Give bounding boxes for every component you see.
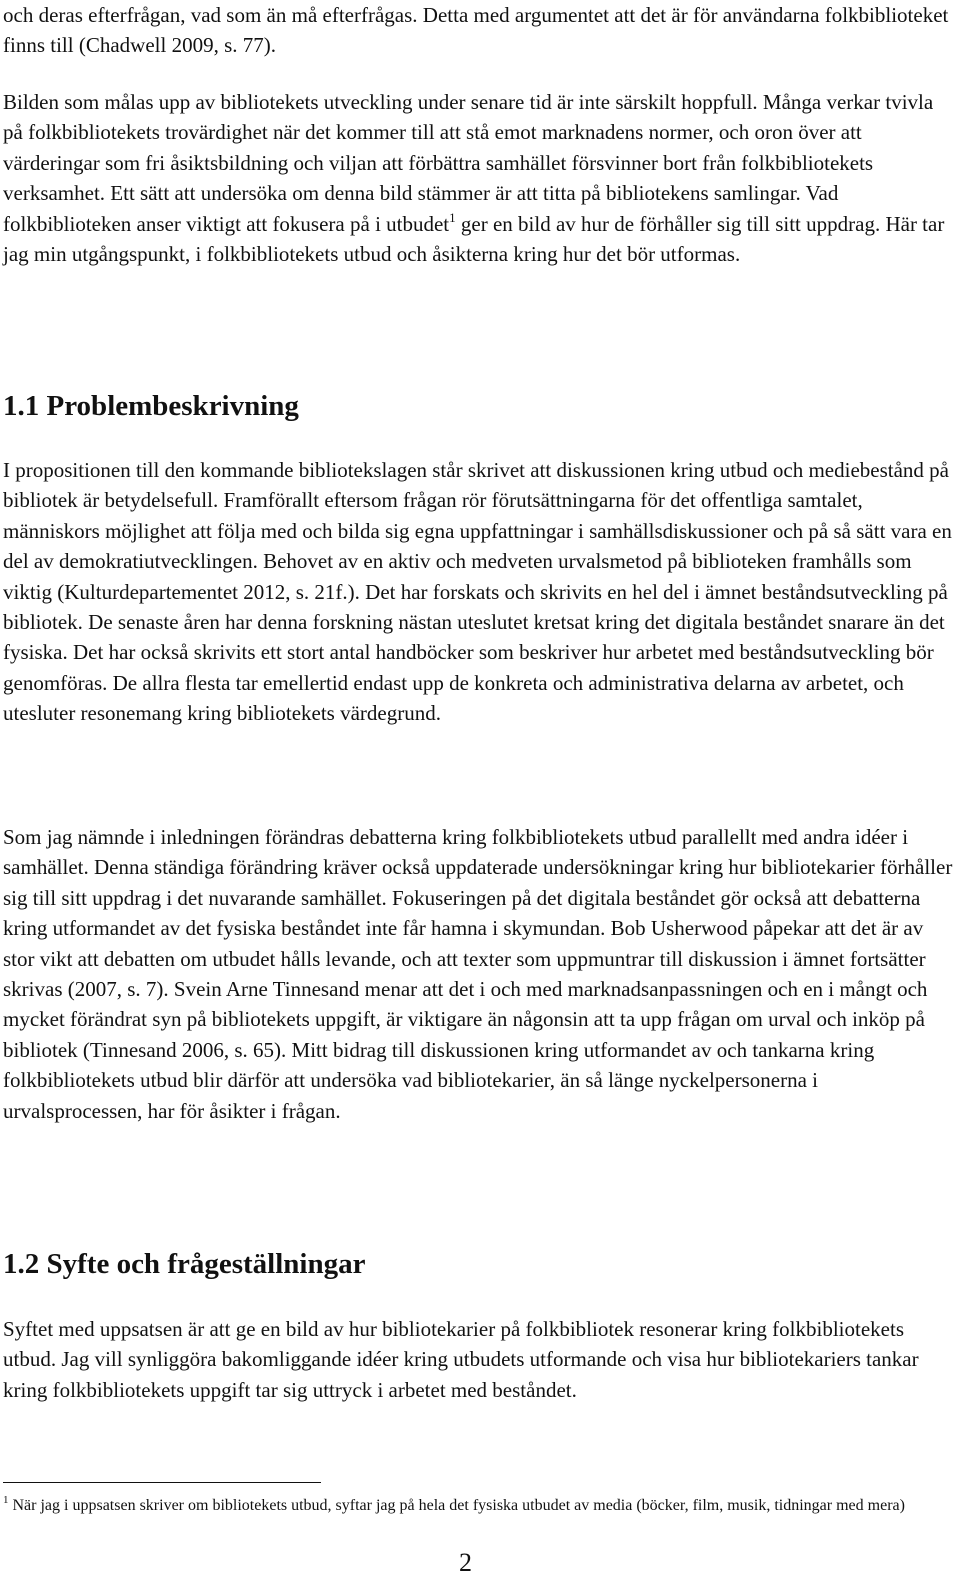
footnote: [3, 1494, 943, 1517]
paragraph-text: Bilden som målas upp av bibliotekets utveckling under senare tid är inte särskilt hoppfull. Många verkar tvivla på folkbibliotekets trovärdighet när det kommer till att stå emot marknadens normer, och oron över att värderingar som fri åsiktsbildning och viljan att förbättra samhället försvinner bort från folkbibliotekets verksamhet. Ett sätt att undersöka om denna bild stämmer är att titta på bibliotekens samlingar. Vad folkbiblioteken anser viktigt att fokusera på i utbudet: [3, 90, 934, 236]
footnote-reference: 1: [449, 209, 456, 225]
paragraph-problem-description: I propositionen till den kommande bibliotekslagen står skrivet att diskussionen kring utbud och mediebestånd på bibliotek är betydelsefull. Framförallt eftersom frågan rör förutsättningarna för det offentliga samtalet, människors möjlighet att följa med och bilda sig egna uppfattningar i samhällsdiskussioner och på så sätt vara en del av demokratiutvecklingen. Behovet av en aktiv och medveten urvalsmetod på biblioteken framhålls som viktig (Kulturdepartementet 2012, s. 21f.). Det har forskats och skrivits en hel del i ämnet beståndsutveckling på bibliotek. De senaste åren har denna forskning nästan uteslutet kretsat kring det digitala beståndet snarare än det fysiska. Det har också skrivits ett stort antal handböcker som beskriver hur arbetet med beståndsutveckling bör genomföras. De allra flesta tar emellertid endast upp de konkreta och administrativa delarna av arbetet, och utesluter resonemang kring bibliotekets värdegrund.: [3, 458, 952, 726]
paragraph-purpose: Syftet med uppsatsen är att ge en bild av hur bibliotekarier på folkbibliotek resonerar kring folkbibliotekets utbud. Jag vill synliggöra bakomliggande idéer kring utbudets utformande och visa hur bibliotekariers tankar kring folkbibliotekets uppgift tar sig uttryck i arbetet med beståndet.: [3, 1317, 919, 1402]
footnote-mark: 1: [3, 1494, 9, 1506]
section-heading-purpose: 1.2 Syfte och frågeställningar: [3, 1248, 366, 1280]
paragraph-intro-continuation: och deras efterfrågan, vad som än må efterfrågas. Detta med argumentet att det är för användarna folkbiblioteket finns till (Chadwell 2009, s. 77).: [3, 3, 949, 58]
page-number: 2: [459, 1548, 472, 1577]
paragraph-text: ger en bild av hur de förhåller sig till sitt uppdrag. Här tar jag min utgångspunkt, i folkbibliotekets utbud och åsikterna kring hur det bör utformas.: [3, 211, 945, 267]
paragraph-library-development: [3, 87, 953, 269]
paragraph-debate: Som jag nämnde i inledningen förändras debatterna kring folkbibliotekets utbud parallellt med andra idéer i samhället. Denna ständiga förändring kräver också uppdaterade undersökningar kring hur bibliotekarier förhåller sig till sitt uppdrag i det nuvarande samhället. Fokuseringen på det digitala beståndet gör också att debatterna kring utformandet av det fysiska beståndet inte får hamna i skymundan. Bob Usherwood påpekar att det är av stor vikt att debatten om utbudet hålls levande, och att texter som uppmuntrar till diskussion i ämnet fortsätter skrivas (2007, s. 7). Svein Arne Tinnesand menar att det i och med marknadsanpassningen och en i mångt och mycket förändrat syn på bibliotekets uppgift, är viktigare än någonsin att ta upp frågan om urval och inköp på bibliotek (Tinnesand 2006, s. 65). Mitt bidrag till diskussionen kring utformandet av och tankarna kring folkbibliotekets utbud blir därför att undersöka vad bibliotekarier, än så länge nyckelpersonerna i urvalsprocessen, har för åsikter i frågan.: [3, 825, 953, 1123]
footnote-separator: [3, 1482, 321, 1483]
footnote-text: När jag i uppsatsen skriver om bibliotekets utbud, syftar jag på hela det fysiska utbudet av media (böcker, film, musik, tidningar med mera): [8, 1497, 905, 1514]
section-heading-problem: 1.1 Problembeskrivning: [3, 390, 299, 422]
